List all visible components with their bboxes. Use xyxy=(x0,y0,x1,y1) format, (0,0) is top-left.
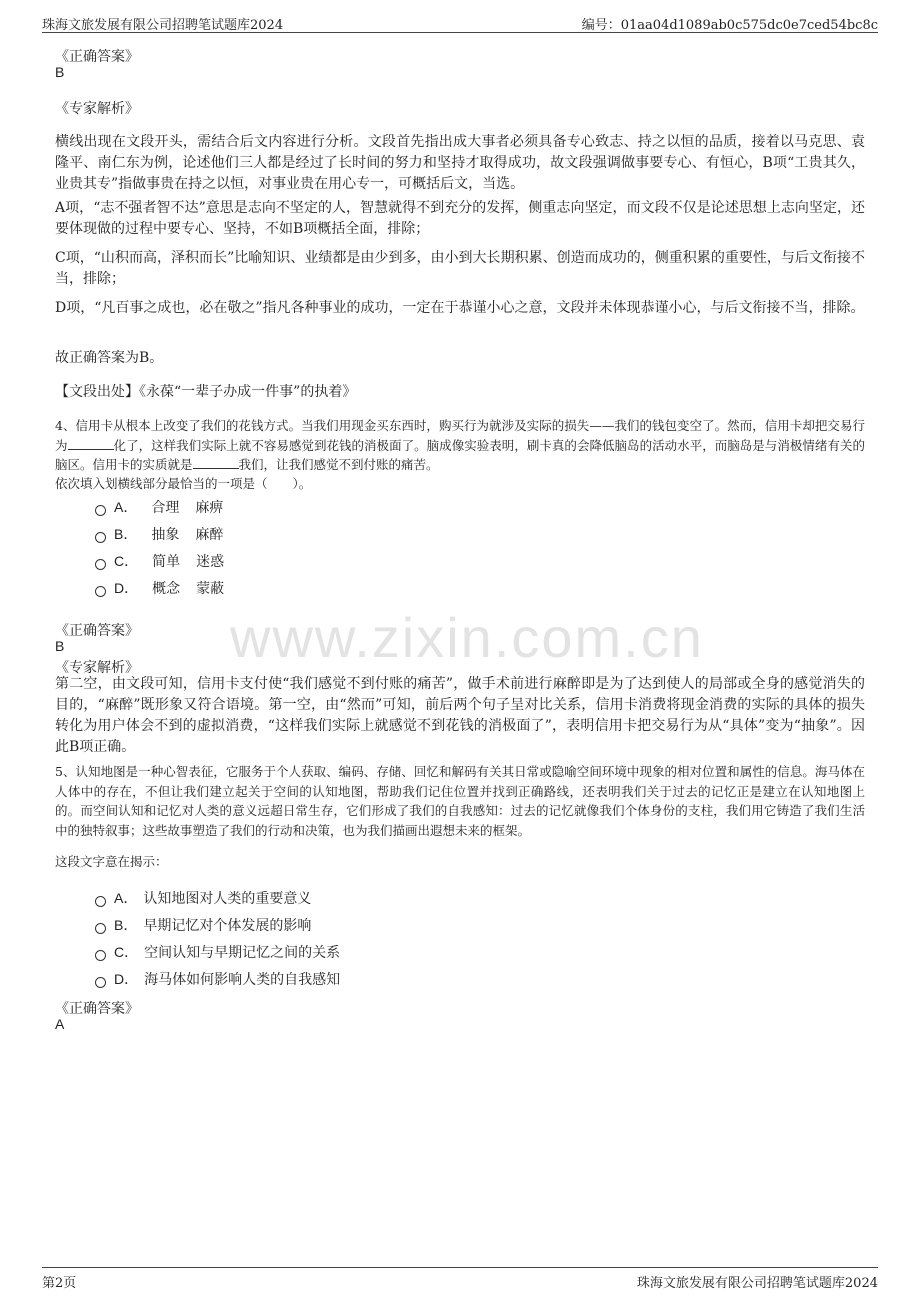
radio-icon[interactable] xyxy=(95,923,106,934)
page-header xyxy=(42,10,878,33)
q3-analysis-conclusion: 故正确答案为B。 xyxy=(55,350,164,366)
header-title: 珠海文旅发展有限公司招聘笔试题库2024 xyxy=(42,18,284,33)
q4-answer: B xyxy=(55,638,65,654)
q5-answer: A xyxy=(55,1016,65,1032)
q3-answer: B xyxy=(55,64,65,80)
radio-icon[interactable] xyxy=(95,532,106,543)
q3-source: 【文段出处】《永葆“一辈子办成一件事”的执着》 xyxy=(55,384,357,400)
q5-stem: 5、认知地图是一种心智表征，它服务于个人获取、编码、存储、回忆和解码有关其日常或隐喻空间环境中现象的相对位置和属性的信息。海马体在人体中的存在，不但让我们建立起关于空间的认知地图，帮助我们记住位置并找到正确路线，还表明我们关于过去的记忆正是建立在认知地图上的。而空间认知和记忆对人类的意义远超日常生存，它们形成了我们的自我感知：过去的记忆就像我们个体身份的支柱，我们用它铸造了我们生活中的独特叙事；这些故事塑造了我们的行动和决策，也为我们描画出遐想未来的框架。 xyxy=(55,764,865,838)
q5-option-d[interactable]: D． 海马体如何影响人类的自我感知 xyxy=(95,969,340,989)
q4-stem-part: 4、信用卡从根本上改变了我们的花钱方式。当我们用现金买东西时，购买行为就涉及实际的损失——我们的钱包变空了。然而，信用卡却把交易行为 xyxy=(55,418,865,453)
header-serial-number: 编号：01aa04d1089ab0c575dc0e7ced54bc8c xyxy=(581,18,878,33)
radio-icon[interactable] xyxy=(95,586,106,597)
page-number: 第2页 xyxy=(42,1276,77,1291)
q5-prompt: 这段文字意在揭示： xyxy=(55,854,168,869)
q4-option-a[interactable]: A． 合理 麻痹 xyxy=(95,497,223,517)
expert-analysis-label: 《专家解析》 xyxy=(55,660,139,676)
q3-analysis-para: A项，“志不强者智不达”意思是志向不坚定的人，智慧就得不到充分的发挥，侧重志向坚定，而文段不仅是论述思想上志向坚定，还要体现做的过程中要专心、坚持，不如B项概括全面，排除； xyxy=(55,200,865,237)
radio-icon[interactable] xyxy=(95,559,106,570)
correct-answer-label: 《正确答案》 xyxy=(55,49,139,65)
page-footer xyxy=(42,1267,878,1292)
q4-stem xyxy=(55,416,865,475)
q5-option-a[interactable]: A． 认知地图对人类的重要意义 xyxy=(95,888,311,908)
q4-option-b[interactable]: B． 抽象 麻醉 xyxy=(95,524,223,544)
radio-icon[interactable] xyxy=(95,977,106,988)
fill-blank xyxy=(68,437,114,450)
correct-answer-label: 《正确答案》 xyxy=(55,1001,139,1017)
q5-option-b[interactable]: B． 早期记忆对个体发展的影响 xyxy=(95,915,311,935)
watermark: www.zixin.com.cn xyxy=(230,606,704,669)
q3-analysis-para: D项，“凡百事之成也，必在敬之”指凡各种事业的成功，一定在于恭谨小心之意，文段并未体现恭谨小心，与后文衔接不当，排除。 xyxy=(55,300,865,316)
q4-option-d[interactable]: D． 概念 蒙蔽 xyxy=(95,578,224,598)
radio-icon[interactable] xyxy=(95,950,106,961)
fill-blank xyxy=(193,456,239,469)
radio-icon[interactable] xyxy=(95,505,106,516)
correct-answer-label: 《正确答案》 xyxy=(55,623,139,639)
q4-analysis: 第二空，由文段可知，信用卡支付使“我们感觉不到付账的痛苦”，做手术前进行麻醉即是为了达到使人的局部或全身的感觉消失的目的，“麻醉”既形象又符合语境。第一空，由“然而”可知，前后两个句子呈对比关系，信用卡消费将现金消费的实际的具体的损失转化为用户体会不到的虚拟消费，“这样我们实际上就感觉不到花钱的消极面了”，表明信用卡把交易行为从“具体”变为“抽象”。因此B项正确。 xyxy=(55,676,865,755)
footer-title: 珠海文旅发展有限公司招聘笔试题库2024 xyxy=(636,1276,878,1291)
q3-analysis-para: C项，“山积而高，泽积而长”比喻知识、业绩都是由少到多，由小到大长期积累、创造而成功的，侧重积累的重要性，与后文衔接不当，排除； xyxy=(55,250,865,287)
q4-option-c[interactable]: C． 简单 迷惑 xyxy=(95,551,224,571)
q4-stem-part: 我们，让我们感觉不到付账的痛苦。 xyxy=(238,457,439,472)
q4-prompt: 依次填入划横线部分最恰当的一项是（ ）。 xyxy=(55,476,312,491)
q5-option-c[interactable]: C． 空间认知与早期记忆之间的关系 xyxy=(95,942,340,962)
q4-stem-part: 化了，这样我们实际上就不容易感觉到花钱的消极面了。脑成像实验表明，刷卡真的会降低脑岛的活动水平，而脑岛是与消极情绪有关的脑区。信用卡的实质就是 xyxy=(55,437,865,472)
radio-icon[interactable] xyxy=(95,896,106,907)
expert-analysis-label: 《专家解析》 xyxy=(55,101,139,117)
q3-analysis-para: 横线出现在文段开头，需结合后文内容进行分析。文段首先指出成大事者必须具备专心致志、持之以恒的品质，接着以马克思、袁隆平、南仁东为例，论述他们三人都是经过了长时间的努力和坚持才取得成功，故文段强调做事要专心、有恒心，B项“工贵其久，业贵其专”指做事贵在持之以恒，对事业贵在用心专一，可概括后文，当选。 xyxy=(55,134,865,192)
